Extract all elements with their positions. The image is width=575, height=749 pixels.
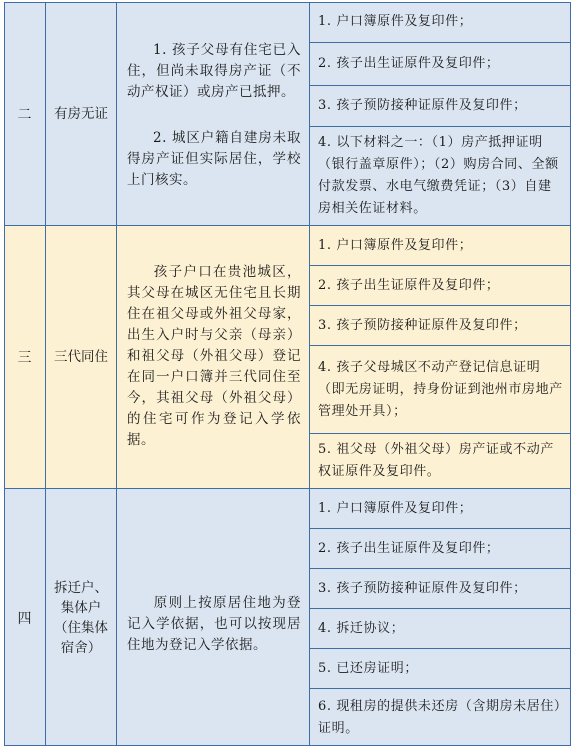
description-paragraph: 原则上按原居住地为登记入学依据，也可以按现居住地为登记入学依据。 <box>127 595 301 653</box>
list-item: 1. 户口簿原件及复印件； <box>310 2 571 43</box>
row-description <box>117 489 310 746</box>
description-paragraph: 1. 孩子父母有住宅已入住，但尚未取得房产证（不动产权证）或房产已抵押。 <box>127 42 301 100</box>
list-item: 5. 已还房证明； <box>310 649 571 689</box>
list-item: 4. 孩子父母城区不动产登记信息证明（即无房证明，持身份证到池州市房地产管理处开具）； <box>310 346 571 434</box>
row-number: 二 <box>4 2 46 225</box>
description-paragraph: 2. 城区户籍自建房未取得房产证但实际居住，学校上门核实。 <box>127 130 301 188</box>
list-item: 4. 以下材料之一：（1）房产抵押证明（银行盖章原件）；（2）购房合同、全额付款发票、水电气缴费凭证；（3）自建房相关佐证材料。 <box>318 135 559 216</box>
row-number: 四 <box>4 489 46 746</box>
list-item: 5. 祖父母（外祖父母）房产证或不动产权证原件及复印件。 <box>318 442 554 479</box>
table-row <box>4 489 571 746</box>
list-item: 1. 户口簿原件及复印件； <box>310 489 571 529</box>
table-row <box>4 226 571 488</box>
list-item: 4. 拆迁协议； <box>310 609 571 649</box>
list-item: 2. 孩子出生证原件及复印件； <box>310 266 571 306</box>
list-item: 1. 户口簿原件及复印件； <box>310 226 571 266</box>
list-item: 3. 孩子预防接种证原件及复印件； <box>310 306 571 346</box>
list-item: 6. 现租房的提供未还房（含期房未居住）证明。 <box>318 698 562 736</box>
list-item: 2. 孩子出生证原件及复印件； <box>310 43 571 86</box>
row-category: 拆迁户、集体户（住集体宿舍） <box>46 489 117 746</box>
row-category: 三代同住 <box>46 226 117 488</box>
table-row <box>4 2 571 225</box>
list-item: 2. 孩子出生证原件及复印件； <box>310 529 571 569</box>
list-item: 3. 孩子预防接种证原件及复印件； <box>310 86 571 127</box>
description-paragraph: 孩子户口在贵池城区，其父母在城区无住宅且长期住在祖父母或外祖父母家，出生入户时与父亲（母亲）和祖父母（外祖父母）登记在同一户口簿并三代同住至今，其祖父母（外祖父母）的住宅可作为登记入学依据。 <box>127 264 301 448</box>
row-category: 有房无证 <box>46 2 117 225</box>
list-item: 3. 孩子预防接种证原件及复印件； <box>310 569 571 609</box>
row-description <box>117 2 310 225</box>
row-number: 三 <box>4 226 46 488</box>
row-description <box>117 226 310 488</box>
